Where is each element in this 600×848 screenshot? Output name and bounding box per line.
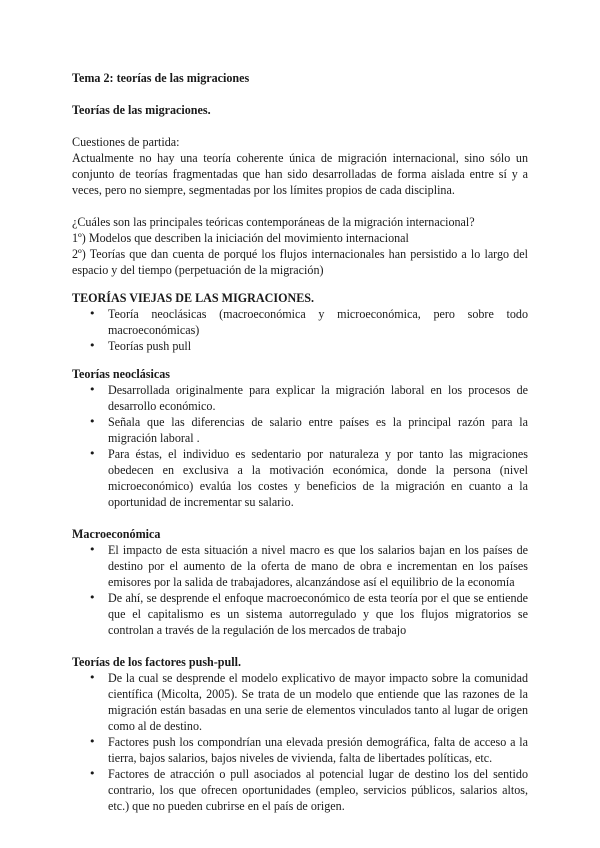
macro-list	[72, 542, 528, 638]
question-text: ¿Cuáles son las principales teóricas contemporáneas de la migración internacional?	[72, 215, 475, 229]
document-page	[72, 70, 528, 814]
list-item: • Desarrollada originalmente para explicar la migración laboral en los procesos de desarrollo económico.	[72, 382, 528, 414]
old-theories-list	[72, 306, 528, 354]
pushpull-list	[72, 670, 528, 814]
pushpull-heading: Teorías de los factores push-pull.	[72, 655, 241, 669]
list-item: • De la cual se desprende el modelo explicativo de mayor impacto sobre la comunidad científica (Micolta, 2005). Se trata de un modelo que entiende que las razones de la migración están basadas en una serie de elementos vinculados tanto al lugar de origen como al de destino.	[72, 670, 528, 734]
list-item: • Teoría neoclásicas (macroeconómica y microeconómica, pero sobre todo macroeconómicas)	[72, 306, 528, 338]
section-title: Teorías de las migraciones.	[72, 103, 211, 117]
list-item: • Factores de atracción o pull asociados al potencial lugar de destino los del sentido contrario, los que ofrecen oportunidades (empleo, servicios públicos, salarios altos, etc.) que no pueden cubrirse en el país de origen.	[72, 766, 528, 814]
list-item: • El impacto de esta situación a nivel macro es que los salarios bajan en los países de destino por el aumento de la oferta de mano de obra e incrementan en los países emisores por la salida de trabajadores, alcanzándose así el equilibrio de la economía	[72, 542, 528, 590]
answer-2: 2º) Teorías que dan cuenta de porqué los flujos internacionales han persistido a lo largo del espacio y del tiempo (perpetuación de la migración)	[72, 247, 528, 277]
list-item: • Teorías push pull	[72, 338, 528, 354]
neoclassical-heading: Teorías neoclásicas	[72, 367, 170, 381]
macro-heading: Macroeconómica	[72, 527, 161, 541]
document-title: Tema 2: teorías de las migraciones	[72, 71, 250, 85]
list-item: • De ahí, se desprende el enfoque macroeconómico de esta teoría por el que se entiende que el capitalismo es un sistema autorregulado y que los flujos migratorios se controlan a través de la regulación de los mercados de trabajo	[72, 590, 528, 638]
answer-1: 1º) Modelos que describen la iniciación del movimiento internacional	[72, 231, 409, 245]
list-item: • Factores push los compondrían una elevada presión demográfica, falta de acceso a la tierra, bajos salarios, bajos niveles de vivienda, falta de libertades políticas, etc.	[72, 734, 528, 766]
list-item: • Para éstas, el individuo es sedentario por naturaleza y por tanto las migraciones obedecen en exclusiva a la motivación económica, donde la persona (nivel microeconómico) evalúa los costes y beneficios de la migración en cuanto a la oportunidad de incrementar su salario.	[72, 446, 528, 510]
intro-label: Cuestiones de partida:	[72, 135, 180, 149]
old-theories-heading: TEORÍAS VIEJAS DE LAS MIGRACIONES.	[72, 291, 315, 305]
list-item: • Señala que las diferencias de salario entre países es la principal razón para la migración laboral .	[72, 414, 528, 446]
intro-paragraph: Actualmente no hay una teoría coherente única de migración internacional, sino sólo un conjunto de teorías fragmentadas que han sido desarrolladas de forma aislada entre sí y a veces, pero no siempre, segmentadas por los límites propios de cada disciplina.	[72, 151, 528, 197]
neoclassical-list	[72, 382, 528, 510]
